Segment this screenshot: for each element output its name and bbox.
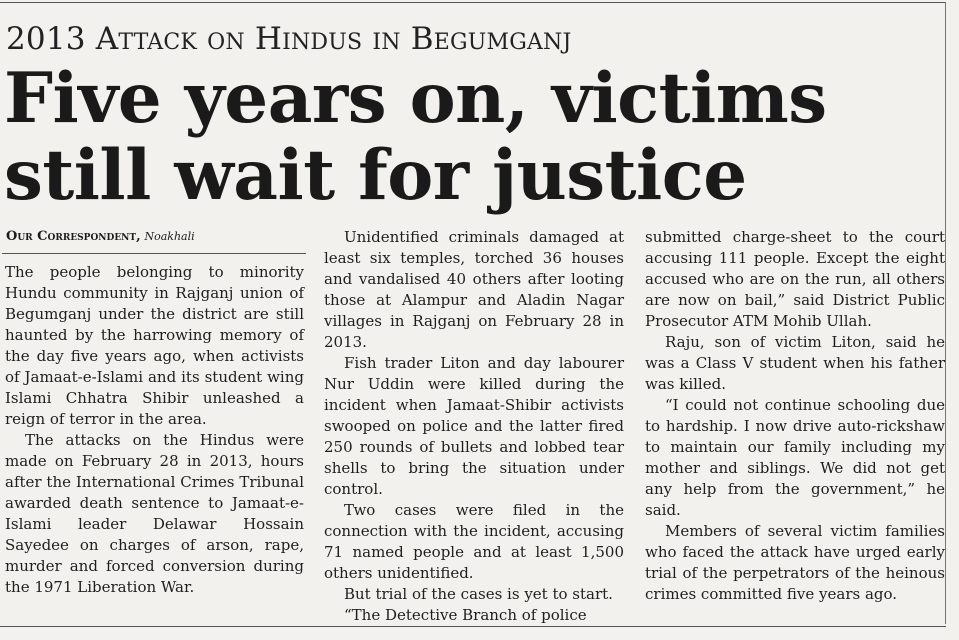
- paragraph: “I could not continue schooling due to hardship. I now drive auto-rickshaw to maintain our family including my mother and siblings. We did not get any help from the government,” he said.: [645, 396, 945, 519]
- paragraph: submitted charge-sheet to the court accusing 111 people. Except the eight accused who are on the run, all others are now on bail,” said District Public Prosecutor ATM Mohib Ullah.: [645, 228, 945, 330]
- byline-rule: [2, 253, 306, 254]
- article-headline: Five years on, victims still wait for justice: [4, 58, 827, 216]
- paragraph: Unidentified criminals damaged at least six temples, torched 36 houses and vandalised 40 others after looting those at Alampur and Aladin Nagar villages in Rajganj on February 28 in 2013.: [324, 228, 624, 351]
- right-rule: [945, 2, 946, 624]
- article-kicker: 2013 Attack on Hindus in Begumganj: [6, 21, 572, 57]
- byline-author: Our Correspondent,: [6, 229, 141, 244]
- top-rule: [0, 2, 946, 3]
- bottom-rule: [0, 626, 946, 627]
- byline: [6, 228, 195, 245]
- paragraph: Fish trader Liton and day labourer Nur Uddin were killed during the incident when Jamaat-Shibir activists swooped on police and the latter fired 250 rounds of bullets and lobbed tear shells to bring the situation under control.: [324, 354, 624, 498]
- article-column-3: [645, 227, 945, 605]
- paragraph: Raju, son of victim Liton, said he was a Class V student when his father was killed.: [645, 333, 945, 393]
- byline-place: Noakhali: [144, 230, 195, 243]
- article-column-1: [5, 262, 304, 598]
- paragraph: The people belonging to minority Hundu community in Rajganj union of Begumganj under the district are still haunted by the harrowing memory of the day five years ago, when activists of Jamaat-e-Islami and its student wing Islami Chhatra Shibir unleashed a reign of terror in the area.: [5, 263, 304, 428]
- paragraph: Members of several victim families who faced the attack have urged early trial of the perpetrators of the heinous crimes committed five years ago.: [645, 522, 945, 603]
- paragraph: Two cases were filed in the connection with the incident, accusing 71 named people and at least 1,500 others unidentified.: [324, 501, 624, 582]
- paragraph: The attacks on the Hindus were made on February 28 in 2013, hours after the International Crimes Tribunal awarded death sentence to Jamaat-e-Islami leader Delawar Hossain Sayedee on charges of arson, rape, murder and forced conversion during the 1971 Liberation War.: [5, 431, 304, 596]
- paragraph: But trial of the cases is yet to start.: [344, 585, 613, 603]
- paragraph: “The Detective Branch of police: [344, 606, 587, 624]
- article-column-2: [324, 227, 624, 626]
